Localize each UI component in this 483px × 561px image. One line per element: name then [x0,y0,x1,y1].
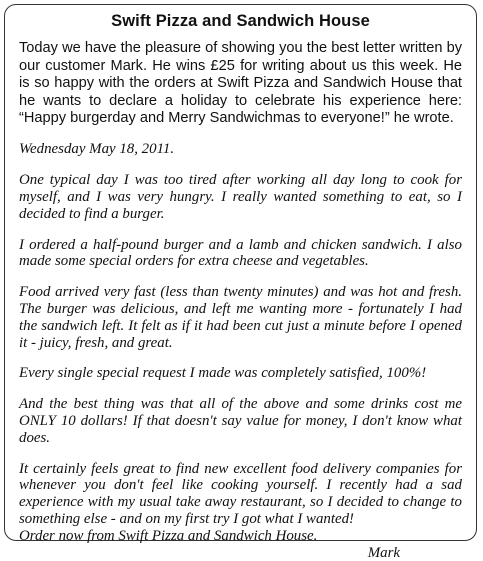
letter-paragraph: Every single special request I made was completely satisfied, 100%! [19,365,462,382]
letter-paragraph: Food arrived very fast (less than twenty minutes) and was hot and fresh. The burger was delicious, and left me wanting more - fortunately I had the sandwich left. It felt as if it had been cut just a minute before I opened it - juicy, fresh, and great. [19,284,462,351]
letter-paragraph: And the best thing was that all of the above and some drinks cost me ONLY 10 dollars! If that doesn't say value for money, I don't know what does. [19,396,462,446]
letter-date: Wednesday May 18, 2011. [19,141,462,158]
article-frame [4,4,477,541]
letter-closing: Order now from Swift Pizza and Sandwich House. [19,528,462,545]
article-title: Swift Pizza and Sandwich House [19,12,462,31]
letter-paragraph: One typical day I was too tired after working all day long to cook for myself, and I was very hungry. I really wanted something to eat, so I decided to find a burger. [19,172,462,222]
article-intro: Today we have the pleasure of showing you the best letter written by our customer Mark. He wins £25 for writing about us this week. He is so happy with the orders at Swift Pizza and Sandwich House that he wants to declare a holiday to celebrate his experience here: “Happy burgerday and Merry Sandwichmas to everyone!” he wrote. [19,40,462,128]
letter-paragraph: I ordered a half-pound burger and a lamb and chicken sandwich. I also made some special orders for extra cheese and vegetables. [19,237,462,271]
letter-signature: Mark [19,545,462,561]
letter-paragraph: It certainly feels great to find new excellent food delivery companies for whenever you don't feel like cooking yourself. I recently had a sad experience with my usual take away restaurant, so I decided to change to something else - and on my first try I got what I wanted! [19,461,462,528]
customer-letter [19,141,462,561]
